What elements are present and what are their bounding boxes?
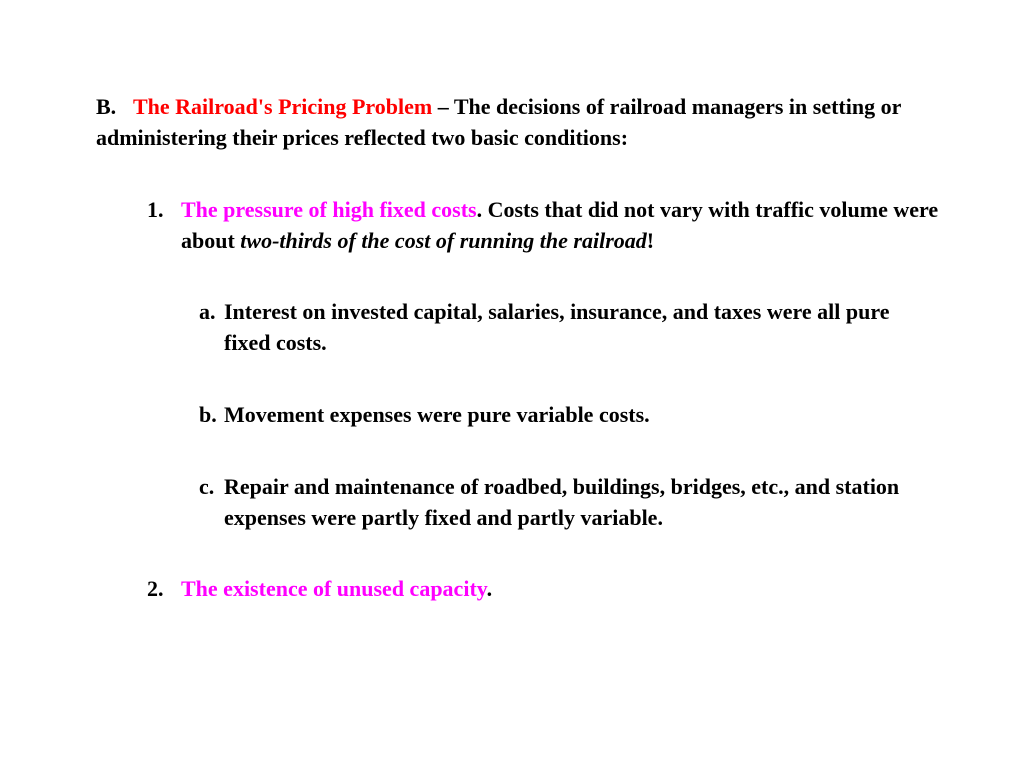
sub-item-letter: b. xyxy=(199,402,217,427)
list-item-1 xyxy=(147,194,941,256)
list-item-text: . Costs that did not vary with traffic volume were about xyxy=(181,197,939,253)
sub-item-text: Interest on invested capital, salaries, insurance, and taxes were all pure fixed costs. xyxy=(224,299,890,355)
sub-item-c xyxy=(199,471,964,533)
section-label: B. xyxy=(96,94,117,119)
sub-item-letter: a. xyxy=(199,299,216,324)
list-item-title: The pressure of high fixed costs xyxy=(181,197,477,222)
sub-item-b xyxy=(199,399,936,430)
list-item-number: 1. xyxy=(147,197,164,222)
section-title: The Railroad's Pricing Problem xyxy=(133,94,433,119)
sub-item-letter: c. xyxy=(199,474,215,499)
section-heading xyxy=(96,91,936,153)
list-item-title: The existence of unused capacity xyxy=(181,576,487,601)
sub-item-text: Repair and maintenance of roadbed, buildings, bridges, etc., and station expenses were partly fixed and partly variable. xyxy=(224,474,900,530)
sub-item-text: Movement expenses were pure variable costs. xyxy=(224,402,650,427)
list-item-text-end: ! xyxy=(646,228,655,253)
list-item-2 xyxy=(147,573,941,604)
list-item-emphasis: two-thirds of the cost of running the railroad xyxy=(240,228,647,253)
sub-item-a xyxy=(199,296,936,358)
list-item-text-end: . xyxy=(486,576,493,601)
list-item-number: 2. xyxy=(147,576,164,601)
section-description: – The decisions of railroad managers in setting or administering their prices reflected two basic conditions: xyxy=(96,94,901,150)
